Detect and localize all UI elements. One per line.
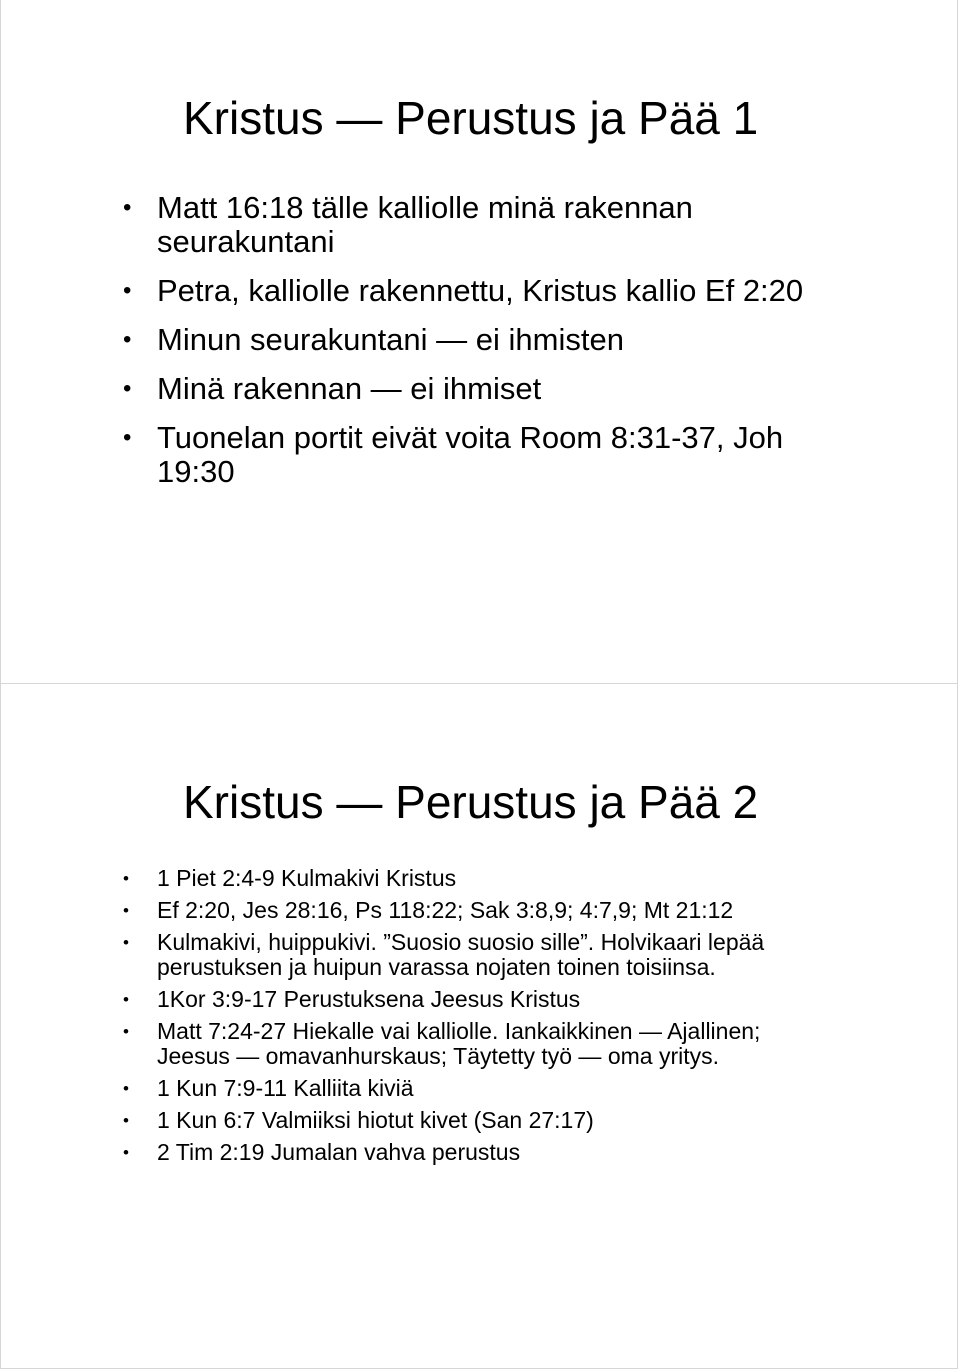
list-item (123, 372, 843, 406)
list-item (123, 898, 813, 923)
bullet-icon: • (123, 901, 129, 920)
list-item (123, 866, 813, 891)
bullet-icon: • (123, 375, 132, 402)
list-item-text: Matt 7:24-27 Hiekalle vai kalliolle. Iankaikkinen — Ajallinen; Jeesus — omavanhurskaus; Täytetty työ — oma yritys. (157, 1018, 761, 1069)
slide-2-bullet-list (123, 866, 813, 1172)
list-item-text: 2 Tim 2:19 Jumalan vahva perustus (157, 1139, 521, 1165)
list-item-text: Tuonelan portit eivät voita Room 8:31-37, Joh 19:30 (157, 420, 784, 489)
list-item-text: Kulmakivi, huippukivi. ”Suosio suosio sille”. Holvikaari lepää perustuksen ja huipun varassa nojaten toinen toisiinsa. (157, 929, 765, 980)
bullet-icon: • (123, 933, 129, 952)
list-item-text: Minun seurakuntani — ei ihmisten (157, 322, 624, 357)
list-item (123, 323, 843, 357)
bullet-icon: • (123, 1022, 129, 1041)
list-item-text: Matt 16:18 tälle kalliolle minä rakennan seurakuntani (157, 190, 693, 259)
slide-2-title: Kristus — Perustus ja Pää 2 (183, 776, 759, 828)
slide-2 (0, 683, 958, 1369)
bullet-icon: • (123, 194, 132, 221)
bullet-icon: • (123, 869, 129, 888)
bullet-icon: • (123, 277, 132, 304)
list-item (123, 191, 843, 259)
list-item (123, 987, 813, 1012)
list-item (123, 274, 843, 308)
list-item-text: Minä rakennan — ei ihmiset (157, 371, 542, 406)
bullet-icon: • (123, 1079, 129, 1098)
list-item-text: Ef 2:20, Jes 28:16, Ps 118:22; Sak 3:8,9; 4:7,9; Mt 21:12 (157, 897, 734, 923)
list-item-text: 1 Kun 7:9-11 Kalliita kiviä (157, 1075, 414, 1101)
bullet-icon: • (123, 424, 132, 451)
bullet-icon: • (123, 1143, 129, 1162)
list-item-text: Petra, kalliolle rakennettu, Kristus kallio Ef 2:20 (157, 273, 804, 308)
bullet-icon: • (123, 990, 129, 1009)
list-item (123, 1108, 813, 1133)
list-item (123, 421, 843, 489)
bullet-icon: • (123, 326, 132, 353)
list-item-text: 1Kor 3:9-17 Perustuksena Jeesus Kristus (157, 986, 581, 1012)
list-item (123, 1076, 813, 1101)
slide-1-title: Kristus — Perustus ja Pää 1 (183, 92, 759, 144)
list-item-text: 1 Kun 6:7 Valmiiksi hiotut kivet (San 27:17) (157, 1107, 594, 1133)
list-item (123, 1140, 813, 1165)
list-item-text: 1 Piet 2:4-9 Kulmakivi Kristus (157, 865, 457, 891)
list-item (123, 1019, 813, 1069)
list-item (123, 930, 813, 980)
slide-1-bullet-list (123, 191, 843, 504)
bullet-icon: • (123, 1111, 129, 1130)
slide-1 (0, 0, 958, 684)
